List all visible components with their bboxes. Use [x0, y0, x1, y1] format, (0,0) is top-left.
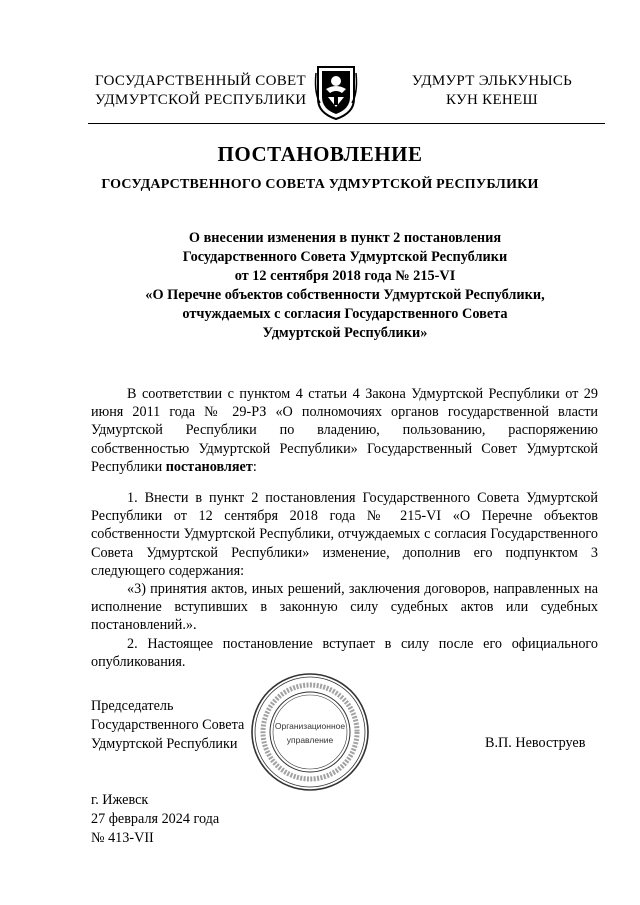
document-number: № 413-VII [91, 829, 154, 846]
document-title: ПОСТАНОВЛЕНИЕ [217, 142, 423, 166]
header-right-line2: КУН КЕНЕШ [446, 92, 538, 108]
items-block [91, 489, 598, 671]
subject-line: Государственного Совета Удмуртской Республики [182, 249, 508, 265]
subject-line: отчуждаемых с согласия Государственного Совета [182, 306, 508, 322]
header-right [404, 72, 580, 110]
item-1-quote: «3) принятия актов, иных решений, заключения договоров, направленных на исполнение вступивших в законную силу судебных актов или судебных постановлений.». [91, 581, 598, 634]
subject-line: «О Перечне объектов собственности Удмуртской Республики, [145, 287, 545, 303]
preamble-end: : [252, 458, 257, 475]
date: 27 февраля 2024 года [91, 810, 220, 827]
header-left-line2: УДМУРТСКОЙ РЕСПУБЛИКИ [95, 92, 307, 108]
signatory-name: В.П. Невоструев [485, 735, 586, 751]
item-2: 2. Настоящее постановление вступает в силу после его официального опубликования. [91, 635, 598, 670]
subject-line: О внесении изменения в пункт 2 постановления [188, 230, 502, 246]
document-subject [90, 229, 600, 343]
header-divider [88, 123, 605, 124]
header-left-line1: ГОСУДАРСТВЕННЫЙ СОВЕТ [95, 73, 306, 89]
subject-line: Удмуртской Республики» [262, 325, 428, 341]
signature-line3: Удмуртской Республики [91, 735, 238, 752]
emblem-icon [314, 63, 358, 121]
stamp-center-line2: управление [286, 735, 334, 745]
header-left [95, 72, 306, 110]
stamp-center-line1: Организационное [274, 721, 346, 731]
preamble-bold: постановляет [165, 458, 253, 475]
item-1: 1. Внести в пункт 2 постановления Государственного Совета Удмуртской Республики от 12 сентября 2018 года № 215-VI «О Перечне объектов собственности Удмуртской Республики, отчуждаемых с согласия Государственного Совета Удмуртской Республики» изменение, дополнив его подпунктом 3 следующего содержания: [91, 490, 598, 579]
place-date-block [91, 791, 219, 847]
header-right-line1: УДМУРТ ЭЛЬКУНЫСЬ [411, 73, 573, 89]
preamble-paragraph [91, 385, 598, 476]
signature-block [91, 697, 244, 753]
subject-line: от 12 сентября 2018 года № 215-VI [234, 268, 456, 284]
document-subtitle: ГОСУДАРСТВЕННОГО СОВЕТА УДМУРТСКОЙ РЕСПУБЛИКИ [101, 177, 539, 192]
preamble-text: В соответствии с пунктом 4 статьи 4 Закона Удмуртской Республики от 29 июня 2011 года № 29-РЗ «О полномочиях органов государственной власти Удмуртской Республики по владению, пользованию, распоряжению собственностью Удмуртской Республики» Государственный Совет Удмуртской Республики [91, 386, 598, 475]
official-stamp [249, 671, 371, 793]
signature-line1: Председатель [91, 698, 174, 714]
signature-line2: Государственного Совета [91, 716, 245, 733]
city: г. Ижевск [91, 792, 149, 808]
